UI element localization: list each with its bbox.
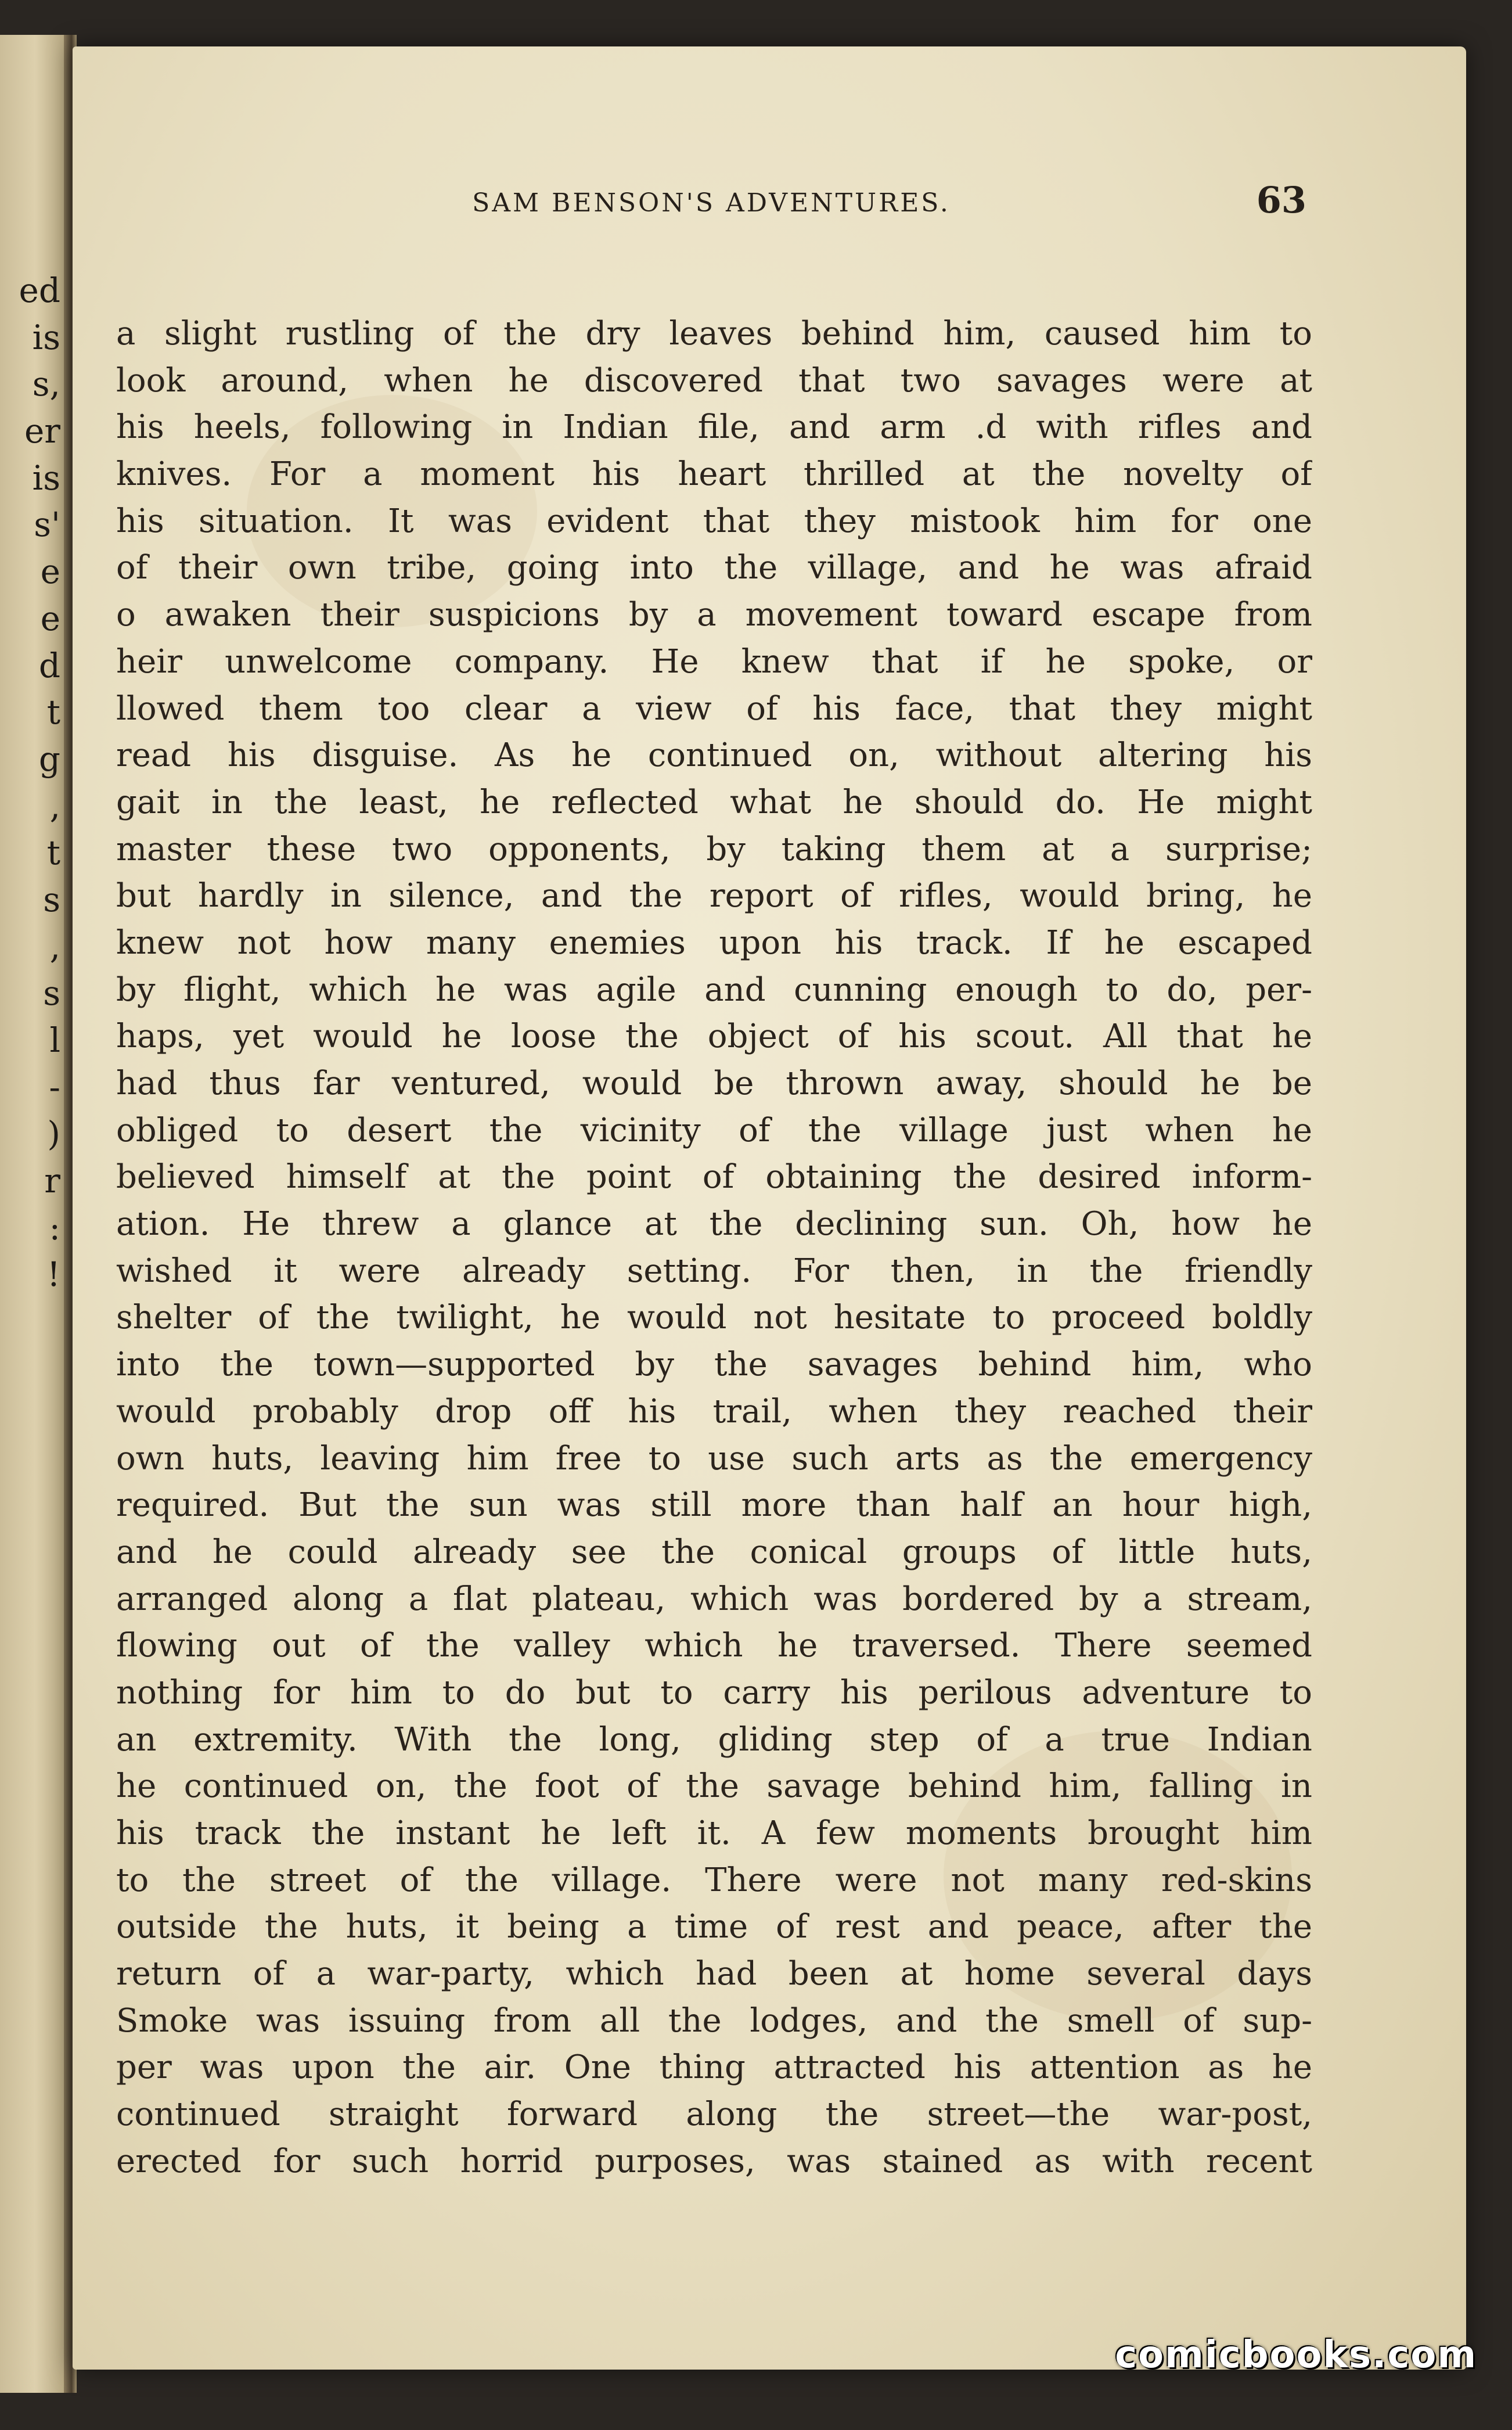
text-line: return of a war-party, which had been at home several days [116,1955,1312,1993]
text-line: o awaken their suspicions by a movement toward escape from [116,596,1312,634]
text-line: per was upon the air. One thing attracted his attention as he [116,2048,1312,2087]
text-line: would probably drop off his trail, when they reached their [116,1392,1312,1430]
text-line: gait in the least, he reflected what he should do. He might [116,783,1312,821]
text-line: haps, yet would he loose the object of his scout. All that he [116,1018,1312,1056]
text-line: obliged to desert the vicinity of the village just when he [116,1111,1312,1149]
book-page [73,46,1466,2370]
previous-page-fragment: is [32,317,60,357]
previous-page-fragment: ) [47,1114,60,1154]
text-line: believed himself at the point of obtaining the desired inform- [116,1158,1312,1196]
text-line: required. But the sun was still more than half an hour high, [116,1486,1312,1525]
text-line: but hardly in silence, and the report of rifles, would bring, he [116,877,1312,915]
previous-page-fragment: s [43,879,60,919]
previous-page-fragment: is [32,458,60,498]
text-line: heir unwelcome company. He knew that if he spoke, or [116,642,1312,681]
previous-page-fragment: t [46,833,60,873]
text-line: llowed them too clear a view of his face, that they might [116,689,1312,728]
text-line: arranged along a flat plateau, which was bordered by a stream, [116,1580,1312,1618]
text-line: he continued on, the foot of the savage behind him, falling in [116,1767,1312,1806]
text-line: look around, when he discovered that two savages were at [116,361,1312,400]
text-line: master these two opponents, by taking them at a surprise; [116,830,1312,868]
text-line: an extremity. With the long, gliding step of a true Indian [116,1720,1312,1759]
text-line: knives. For a moment his heart thrilled at the novelty of [116,455,1312,494]
previous-page-fragment: d [38,645,60,685]
text-line: wished it were already setting. For then, in the friendly [116,1252,1312,1290]
text-line: and he could already see the conical groups of little huts, [116,1533,1312,1571]
previous-page-fragment: ed [19,271,60,310]
previous-page-fragment: s, [32,364,60,404]
previous-page-fragment: r [44,1161,60,1201]
text-line: to the street of the village. There were not many red-skins [116,1861,1312,1899]
text-line: continued straight forward along the street—the war-post, [116,2095,1312,2134]
text-line: Smoke was issuing from all the lodges, and the smell of sup- [116,2001,1312,2040]
text-line: shelter of the twilight, he would not hesitate to proceed boldly [116,1299,1312,1337]
text-line: by flight, which he was agile and cunning enough to do, per- [116,970,1312,1009]
text-line: a slight rustling of the dry leaves behind him, caused him to [116,315,1312,353]
text-line: flowing out of the valley which he traversed. There seemed [116,1627,1312,1665]
text-line: his situation. It was evident that they mistook him for one [116,502,1312,540]
previous-page-text-fragments [0,267,64,1298]
text-line: ation. He threw a glance at the declining sun. Oh, how he [116,1205,1312,1243]
text-line: knew not how many enemies upon his track. If he escaped [116,923,1312,962]
site-watermark: comicbooks.com [1115,2334,1477,2377]
running-title: SAM BENSON'S ADVENTURES. [472,188,951,218]
previous-page-fragment: ! [46,1254,60,1295]
previous-page-fragment: : [49,1207,60,1248]
text-line: read his disguise. As he continued on, without altering his [116,736,1312,775]
body-text [116,311,1312,2185]
previous-page-fragment: e [40,552,60,592]
previous-page-fragment: er [24,411,60,451]
text-line: his heels, following in Indian file, and arm .d with rifles and [116,408,1312,447]
text-line: of their own tribe, going into the village, and he was afraid [116,549,1312,587]
previous-page-fragment: e [40,598,60,638]
page-number: 63 [1256,179,1306,221]
previous-page-fragment: s' [34,505,60,545]
previous-page-fragment: s [43,973,60,1013]
previous-page-fragment: , [49,926,60,966]
text-line: his track the instant he left it. A few moments brought him [116,1814,1312,1852]
previous-page-fragment: l [49,1020,60,1060]
previous-page-fragment: , [49,786,60,826]
previous-page-edge [0,35,64,2393]
text-line: had thus far ventured, would be thrown away, should he be [116,1065,1312,1102]
text-line: own huts, leaving him free to use such arts as the emergency [116,1439,1312,1478]
text-line: outside the huts, it being a time of rest and peace, after the [116,1908,1312,1946]
previous-page-fragment: - [49,1067,60,1107]
text-line: erected for such horrid purposes, was stained as with recent [116,2142,1312,2180]
previous-page-fragment: t [46,692,60,732]
previous-page-fragment: g [38,739,60,779]
text-line: nothing for him to do but to carry his perilous adventure to [116,1673,1312,1712]
text-line: into the town—supported by the savages behind him, who [116,1346,1312,1384]
running-head [116,172,1306,224]
